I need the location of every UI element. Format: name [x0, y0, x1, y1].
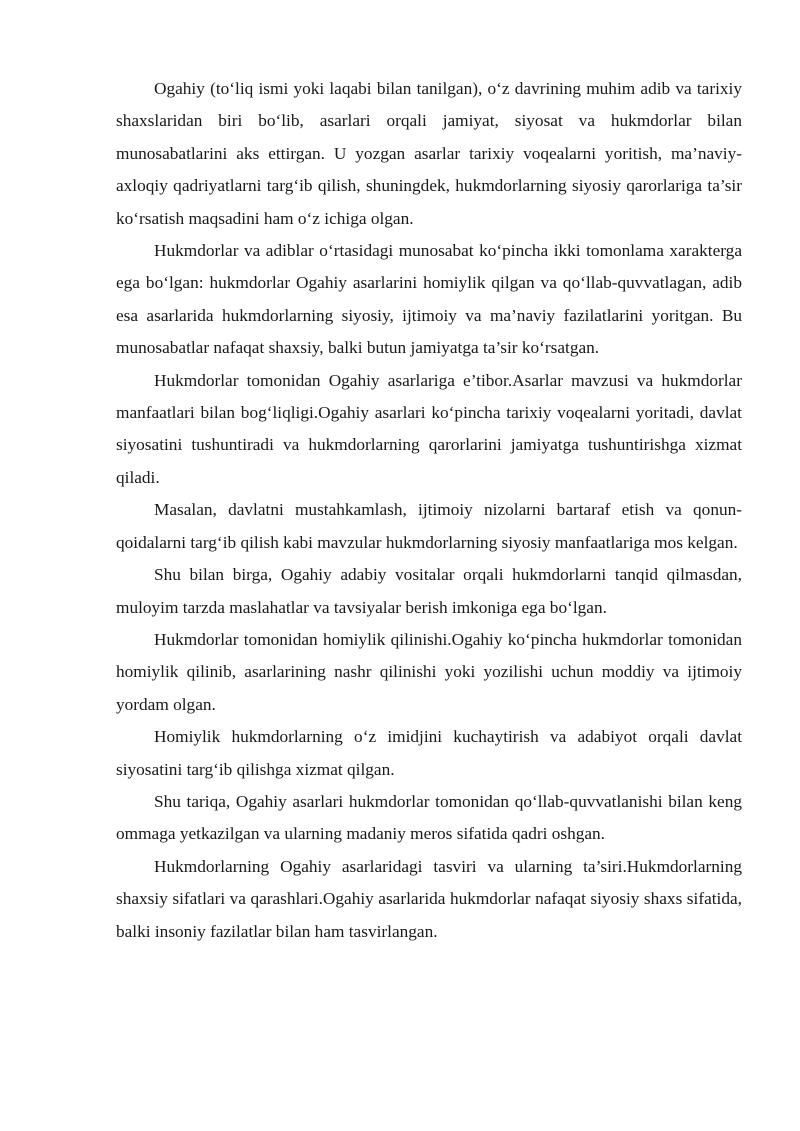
paragraph: Hukmdorlarning Ogahiy asarlaridagi tasviri va ularning ta’siri.Hukmdorlarning shaxsiy sifatlari va qarashlari.Ogahiy asarlarida hukmdorlar nafaqat siyosiy shaxs sifatida, balki insoniy fazilatlar bilan ham tasvirlangan. [116, 856, 742, 941]
paragraph: Shu bilan birga, Ogahiy adabiy vositalar orqali hukmdorlarni tanqid qilmasdan, muloyim tarzda maslahatlar va tavsiyalar berish imkoniga ega bo‘lgan. [116, 565, 742, 617]
paragraph: Masalan, davlatni mustahkamlash, ijtimoiy nizolarni bartaraf etish va qonun-qoidalarni targ‘ib qilish kabi mavzular hukmdorlarning siyosiy manfaatlariga mos kelgan. [116, 500, 742, 552]
paragraph: Hukmdorlar tomonidan homiylik qilinishi.Ogahiy ko‘pincha hukmdorlar tomonidan homiylik qilinib, asarlarining nashr qilinishi yoki yozilishi uchun moddiy va ijtimoiy yordam olgan. [116, 629, 742, 714]
paragraph: Homiylik hukmdorlarning o‘z imidjini kuchaytirish va adabiyot orqali davlat siyosatini targ‘ib qilishga xizmat qilgan. [116, 727, 742, 779]
paragraph: Shu tariqa, Ogahiy asarlari hukmdorlar tomonidan qo‘llab-quvvatlanishi bilan keng ommaga yetkazilgan va ularning madaniy meros sifatida qadri oshgan. [116, 791, 742, 844]
paragraph: Hukmdorlar tomonidan Ogahiy asarlariga e’tibor.Asarlar mavzusi va hukmdorlar manfaatlari bilan bog‘liqligi.Ogahiy asarlari ko‘pincha tarixiy voqealarni yoritadi, davlat siyosatini tushuntiradi va hukmdorlarning qarorlarini jamiyatga tushuntirishga xizmat qiladi. [116, 370, 742, 487]
paragraph: Hukmdorlar va adiblar o‘rtasidagi munosabat ko‘pincha ikki tomonlama xarakterga ega bo‘lgan: hukmdorlar Ogahiy asarlarini homiylik qilgan va qo‘llab-quvvatlagan, adib esa asarlarida hukmdorlarning siyosiy, ijtimoiy va ma’naviy fazilatlarini yoritgan. Bu munosabatlar nafaqat shaxsiy, balki butun jamiyatga ta’sir ko‘rsatgan. [116, 241, 742, 358]
document-body [116, 73, 742, 948]
paragraph: Ogahiy (to‘liq ismi yoki laqabi bilan tanilgan), o‘z davrining muhim adib va tarixiy shaxslaridan biri bo‘lib, asarlari orqali jamiyat, siyosat va hukmdorlar bilan munosabatlarini aks ettirgan. U yozgan asarlar tarixiy voqealarni yoritish, ma’naviy-axloqiy qadriyatlarni targ‘ib qilish, shuningdek, hukmdorlarning siyosiy qarorlariga ta’sir ko‘rsatish maqsadini ham o‘z ichiga olgan. [116, 79, 742, 228]
